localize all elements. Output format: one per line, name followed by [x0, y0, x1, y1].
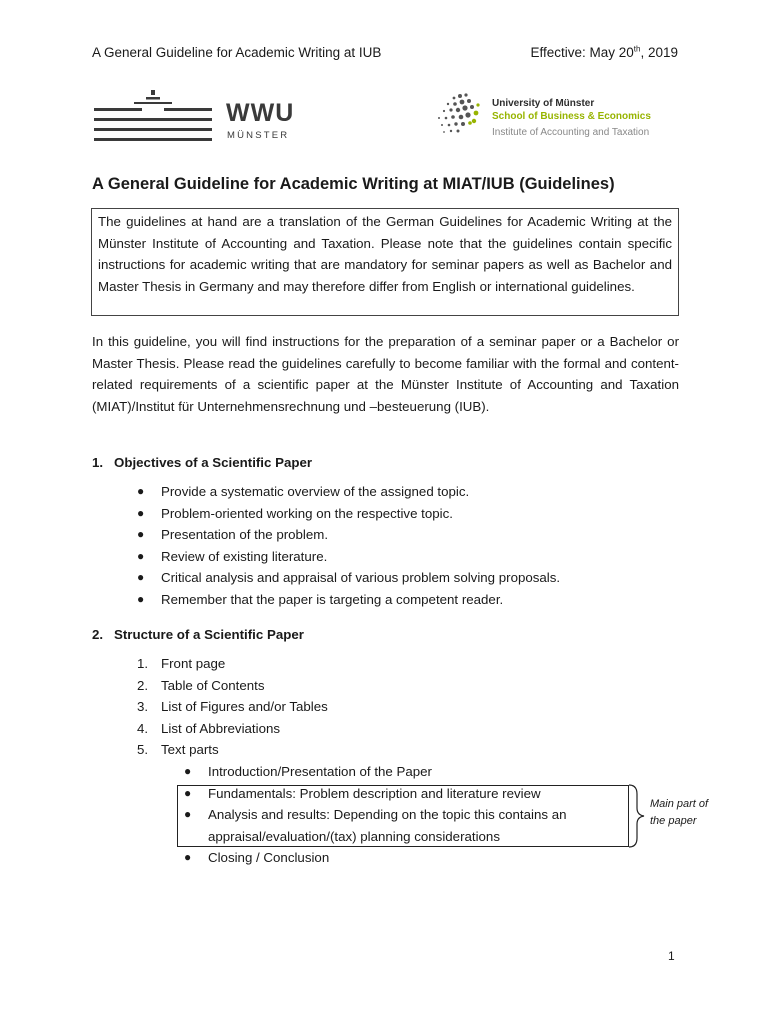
structure-list — [137, 653, 328, 761]
header-effective-date: Effective: May 20th, 2019 — [530, 44, 678, 60]
document-title: A General Guideline for Academic Writing at MIAT/IUB (Guidelines) — [92, 175, 615, 193]
list-item: ● Fundamentals: Problem description and literature review — [184, 783, 567, 805]
list-item: ● Closing / Conclusion — [184, 847, 567, 869]
wwu-logo-mark — [94, 88, 224, 146]
intro-paragraph: In this guideline, you will find instructions for the preparation of a seminar paper or a Bachelor or Master Thesis. Please read the guidelines carefully to become familiar with the formal and content-related requirements of a scientific paper at the Münster Institute of Accounting and Taxation (MIAT)/Institut für Unternehmensrechnung und –besteuerung (IUB). — [92, 334, 679, 414]
section-1-title: Objectives of a Scientific Paper — [114, 455, 313, 470]
institute-name: Institute of Accounting and Taxation — [492, 127, 650, 138]
list-item: 1. Front page — [137, 656, 226, 671]
section-1-heading — [92, 455, 312, 470]
list-item: ● Problem-oriented working on the respective topic. — [137, 503, 560, 525]
list-item: ● Presentation of the problem. — [137, 524, 560, 546]
bullet-icon: ● — [184, 764, 192, 778]
bullet-icon: ● — [137, 548, 145, 563]
university-logo — [432, 90, 672, 138]
section-2-number: 2. — [92, 627, 104, 642]
wwu-wordmark: WWU — [226, 99, 295, 127]
curly-brace-icon — [627, 784, 649, 848]
list-item: appraisal/evaluation/(tax) planning considerations — [208, 828, 500, 844]
university-name: University of Münster — [492, 98, 595, 109]
header-title: A General Guideline for Academic Writing at IUB — [92, 45, 382, 60]
list-item: ● Analysis and results: Depending on the topic this contains an — [184, 804, 567, 826]
main-part-note: Main part of the paper — [650, 798, 709, 827]
bullet-icon: ● — [137, 505, 145, 520]
bullet-icon: ● — [137, 591, 145, 606]
list-item: ● Remember that the paper is targeting a competent reader. — [137, 589, 560, 611]
list-item: ● Introduction/Presentation of the Paper — [184, 761, 567, 783]
bullet-icon: ● — [184, 785, 192, 800]
section-1-number: 1. — [92, 455, 104, 470]
bullet-icon: ● — [184, 807, 192, 821]
list-item: ● Review of existing literature. — [137, 546, 560, 568]
list-item: ● Provide a systematic overview of the assigned topic. — [137, 481, 560, 503]
bullet-icon: ● — [137, 484, 145, 498]
page-number: 1 — [668, 949, 675, 963]
list-item: 2. Table of Contents — [137, 677, 265, 693]
wwu-city: MÜNSTER — [227, 130, 290, 141]
list-item: 4. List of Abbreviations — [137, 720, 281, 736]
bullet-icon: ● — [137, 570, 145, 584]
section-2-title: Structure of a Scientific Paper — [114, 627, 304, 642]
translation-notice-box: The guidelines at hand are a translation of the German Guidelines for Academic Writing at the Münster Institute of Accounting and Taxation. Please note that the guidelines contain specific instructions for academic writing that are mandatory for seminar papers as well as Bachelor and Master Thesis in Germany and may therefore differ from English or international guidelines. — [91, 208, 679, 316]
objectives-list — [137, 481, 560, 610]
list-item: ● Critical analysis and appraisal of various problem solving proposals. — [137, 567, 560, 589]
bullet-icon: ● — [184, 850, 192, 864]
university-logo-dots — [432, 90, 488, 138]
list-item: 3. List of Figures and/or Tables — [137, 699, 328, 714]
list-item: 5. Text parts — [137, 742, 219, 757]
bullet-icon: ● — [137, 527, 145, 541]
section-2-heading — [92, 627, 304, 642]
text-parts-list — [184, 761, 567, 869]
school-name: School of Business & Economics — [492, 111, 651, 122]
wwu-logo — [94, 88, 294, 146]
